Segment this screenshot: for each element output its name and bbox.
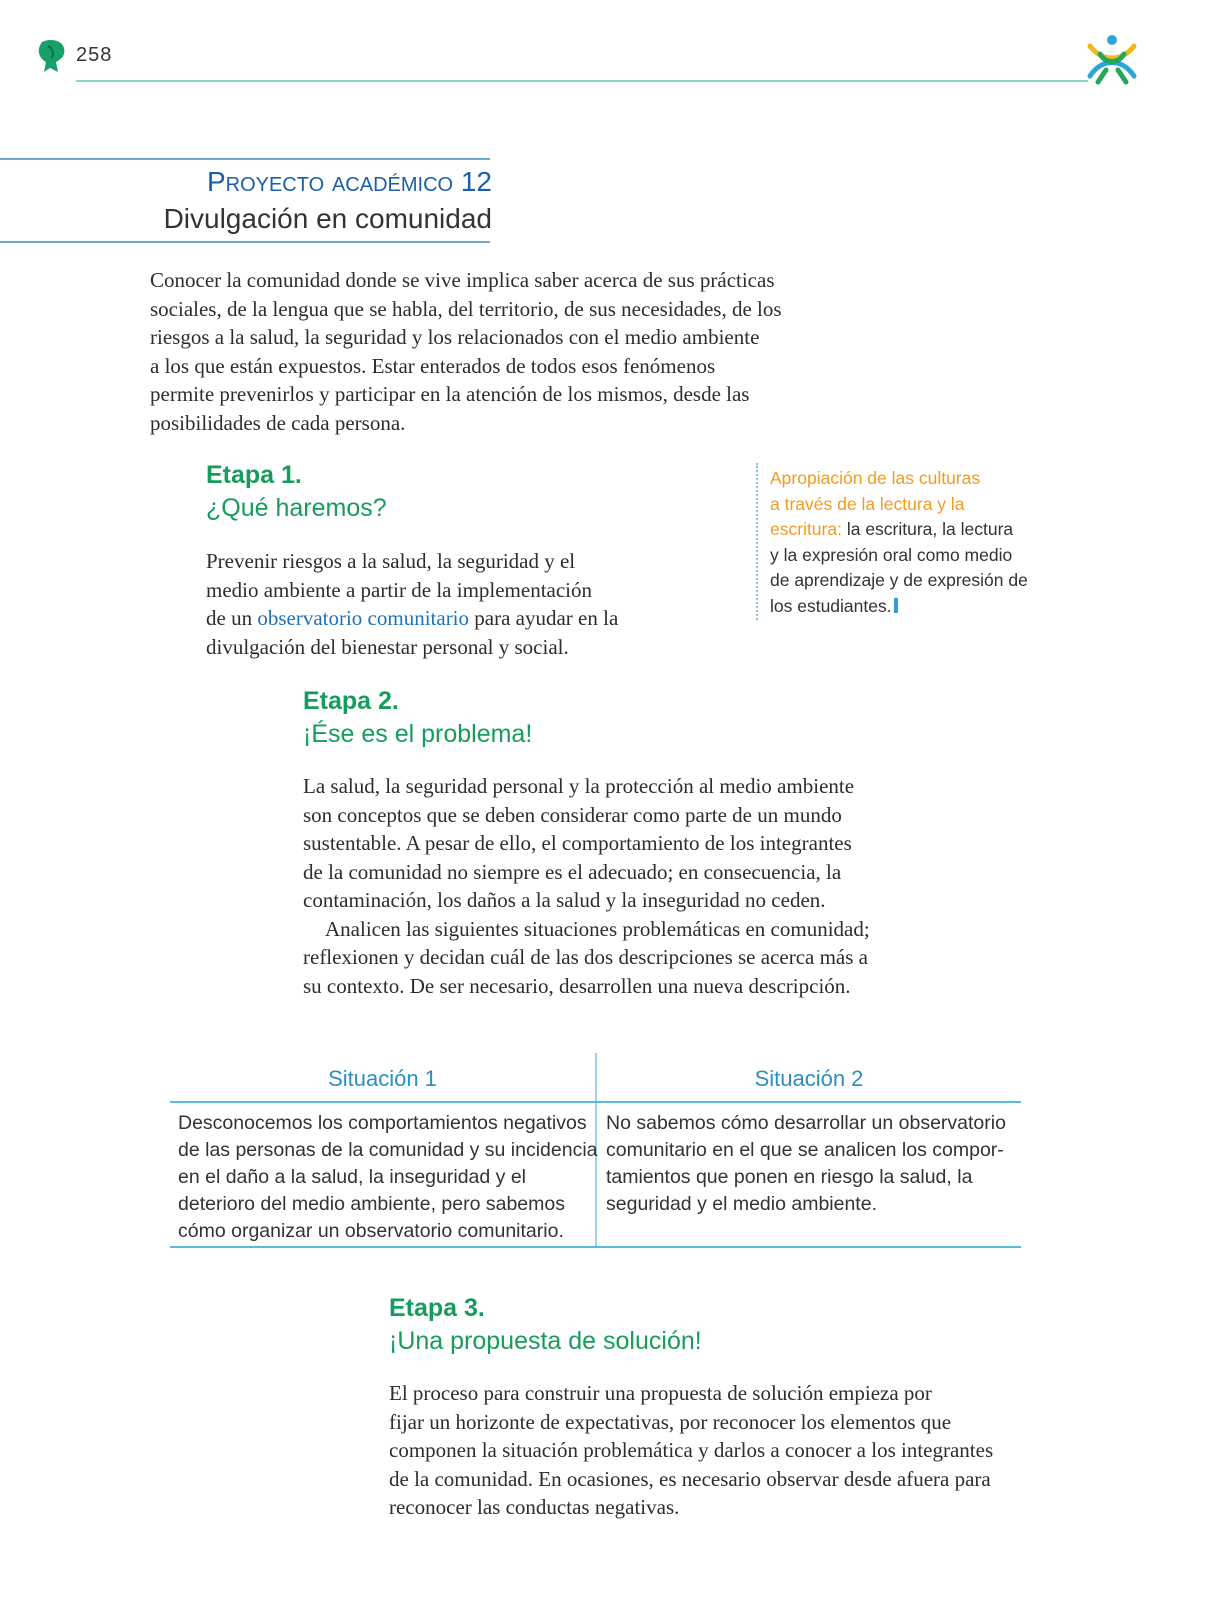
title-bottom-rule — [0, 241, 490, 243]
intro-line: permite prevenirlos y participar en la atención de los mismos, desde las — [150, 382, 750, 406]
title-top-rule — [0, 158, 490, 160]
etapa-2-line: Analicen las siguientes situaciones problemáticas en comunidad; — [325, 916, 870, 941]
etapa-3-heading: Etapa 3. — [389, 1294, 485, 1322]
table-cell-line: seguridad y el medio ambiente. — [606, 1193, 877, 1215]
table-cell-situacion-1 — [178, 1110, 598, 1245]
table-cell-line: Desconocemos los comportamientos negativos — [178, 1112, 587, 1134]
header-rule — [76, 80, 1088, 82]
table-cell-line: tamientos que ponen en riesgo la salud, la — [606, 1166, 973, 1188]
table-cell-line: comunitario en el que se analicen los compor- — [606, 1139, 1004, 1161]
intro-line: sociales, de la lengua que se habla, del territorio, de sus necesidades, de los — [150, 296, 782, 321]
intro-line: a los que están expuestos. Estar enterados de todos esos fenómenos — [150, 353, 716, 378]
table-cell-line: deterioro del medio ambiente, pero sabemos — [178, 1193, 565, 1215]
sidebar-line: los estudiantes. — [770, 594, 1070, 620]
etapa-2-heading: Etapa 2. — [303, 687, 399, 715]
etapa-1-line: Prevenir riesgos a la salud, la seguridad y el — [206, 549, 576, 573]
table-header-situacion-1: Situación 1 — [328, 1066, 437, 1091]
end-mark-icon — [894, 598, 898, 613]
table-cell-line: en el daño a la salud, la inseguridad y el — [178, 1166, 526, 1188]
table-cell-line: de las personas de la comunidad y su incidencia — [178, 1139, 598, 1161]
etapa-3-line: de la comunidad. En ocasiones, es necesario observar desde afuera para — [389, 1466, 991, 1491]
sidebar-dotted-rule — [756, 463, 758, 620]
etapa-2-line: reflexionen y decidan cuál de las dos descripciones se acerca más a — [303, 945, 868, 969]
etapa-3-line: reconocer las conductas negativas. — [389, 1495, 680, 1519]
etapa-3-line: fijar un horizonte de expectativas, por reconocer los elementos que — [389, 1409, 952, 1434]
project-title: Proyecto académico 12 — [206, 166, 492, 197]
table-header-rule — [170, 1101, 1021, 1103]
page-number: 258 — [76, 44, 113, 66]
sidebar-line: Apropiación de las culturas — [770, 468, 981, 488]
interlaced-figures-logo-icon — [1084, 32, 1140, 88]
etapa-2-line: son conceptos que se deben considerar como parte de un mundo — [303, 802, 842, 827]
etapa-2-line: su contexto. De ser necesario, desarrollen una nueva descripción. — [303, 973, 851, 998]
etapa-1-paragraph — [206, 547, 618, 661]
table-cell-situacion-2 — [606, 1110, 1006, 1218]
etapa-3-line: componen la situación problemática y darlos a conocer a los integrantes — [389, 1438, 994, 1462]
etapa-1-line: de un observatorio comunitario para ayudar en la — [206, 606, 619, 630]
etapa-2-line: contaminación, los daños a la salud y la inseguridad no ceden. — [303, 888, 826, 912]
etapa-2-paragraph — [303, 772, 870, 1000]
intro-line: riesgos a la salud, la seguridad y los relacionados con el medio ambiente — [150, 325, 760, 349]
intro-line: Conocer la comunidad donde se vive implica saber acerca de sus prácticas — [150, 268, 775, 292]
green-leaf-icon — [36, 38, 66, 74]
etapa-1-line: medio ambiente a partir de la implementación — [206, 577, 593, 602]
table-cell-line: No sabemos cómo desarrollar un observatorio — [606, 1112, 1006, 1134]
sidebar-line: y la expresión oral como medio — [770, 544, 1013, 565]
etapa-2-line: de la comunidad no siempre es el adecuado; en consecuencia, la — [303, 859, 842, 884]
sidebar-line: escritura: la escritura, la lectura — [770, 519, 1014, 539]
etapa-2-line: La salud, la seguridad personal y la protección al medio ambiente — [303, 774, 855, 798]
table-bottom-rule — [170, 1246, 1021, 1248]
etapa-1-subtitle: ¿Qué haremos? — [206, 494, 387, 522]
etapa-2-line: sustentable. A pesar de ello, el comportamiento de los integrantes — [303, 831, 852, 855]
intro-line: posibilidades de cada persona. — [150, 410, 406, 435]
table-cell-line: cómo organizar un observatorio comunitario. — [178, 1220, 564, 1242]
etapa-1-heading: Etapa 1. — [206, 461, 302, 489]
observatorio-term: observatorio comunitario — [257, 606, 470, 630]
etapa-3-subtitle: ¡Una propuesta de solución! — [389, 1327, 702, 1355]
sidebar-note — [770, 466, 1070, 619]
sidebar-line: a través de la lectura y la — [770, 493, 965, 514]
intro-paragraph — [150, 266, 782, 437]
sidebar-line: de aprendizaje y de expresión de — [770, 570, 1028, 590]
table-header-situacion-2: Situación 2 — [754, 1066, 864, 1091]
etapa-3-paragraph — [389, 1379, 993, 1522]
etapa-1-line: divulgación del bienestar personal y social. — [206, 634, 569, 659]
etapa-3-line: El proceso para construir una propuesta de solución empieza por — [389, 1381, 932, 1405]
etapa-2-subtitle: ¡Ése es el problema! — [303, 720, 533, 748]
project-subtitle: Divulgación en comunidad — [163, 203, 492, 234]
